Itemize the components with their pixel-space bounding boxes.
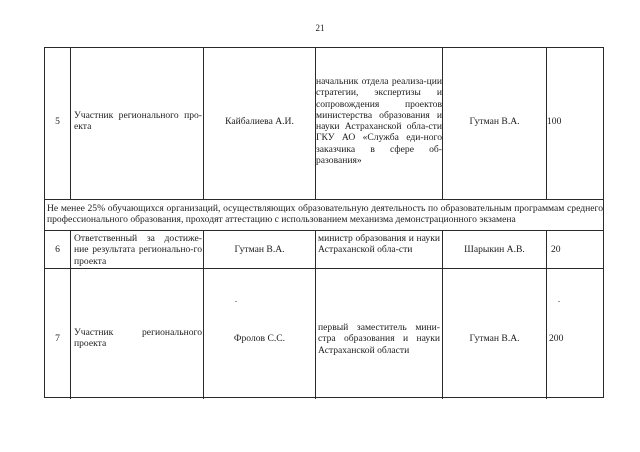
scan-speck xyxy=(558,301,560,302)
column-divider xyxy=(70,48,71,199)
role-cell: Участник регионального про-екта xyxy=(74,110,202,133)
person-cell: Кайбалиева А.И. xyxy=(225,116,294,127)
person-cell: Гутман В.А. xyxy=(234,244,285,255)
supervisor-cell: Шарыкин А.В. xyxy=(464,244,525,255)
column-divider xyxy=(442,230,443,399)
person-cell: Фролов С.С. xyxy=(233,333,286,344)
supervisor-cell: Гутман В.А. xyxy=(469,116,520,127)
row-number: 5 xyxy=(55,116,60,127)
page-number: 21 xyxy=(315,23,325,33)
row-number: 7 xyxy=(55,333,60,344)
position-cell: первый заместитель мини-стра образования и науки Астраханской области xyxy=(318,322,440,356)
column-divider xyxy=(546,230,547,399)
scan-speck xyxy=(235,301,237,302)
role-cell: Участник регионального проекта xyxy=(74,327,202,350)
position-cell: министр образования и науки Астраханской обла-сти xyxy=(318,233,440,256)
row-divider xyxy=(45,199,603,200)
supervisor-cell: Гутман В.А. xyxy=(469,333,520,344)
column-divider xyxy=(203,230,204,399)
row-divider xyxy=(45,230,603,231)
value-cell: 100 xyxy=(547,116,562,127)
value-cell: 20 xyxy=(551,244,561,255)
row-number: 6 xyxy=(55,244,60,255)
row-divider xyxy=(45,268,603,269)
value-cell: 200 xyxy=(549,333,564,344)
responsibility-table xyxy=(44,47,604,398)
section-header: Не менее 25% обучающихся организаций, осуществляющих образовательную деятельность по образовательным программам среднего профессионального образования, проходят аттестацию с использованием механизма демонстрационного экзамена xyxy=(47,203,603,226)
column-divider xyxy=(315,230,316,399)
column-divider xyxy=(70,230,71,399)
role-cell: Ответственный за достиже-ние результата регионально-го проекта xyxy=(74,233,202,267)
position-cell: начальник отдела реализа-ции стратегии, экспертизы и сопровождения проектов министерства образования и науки Астраханской обла-сти ГКУ АО «Служба еди-ного заказчика в сфере об-разования» xyxy=(316,76,442,167)
